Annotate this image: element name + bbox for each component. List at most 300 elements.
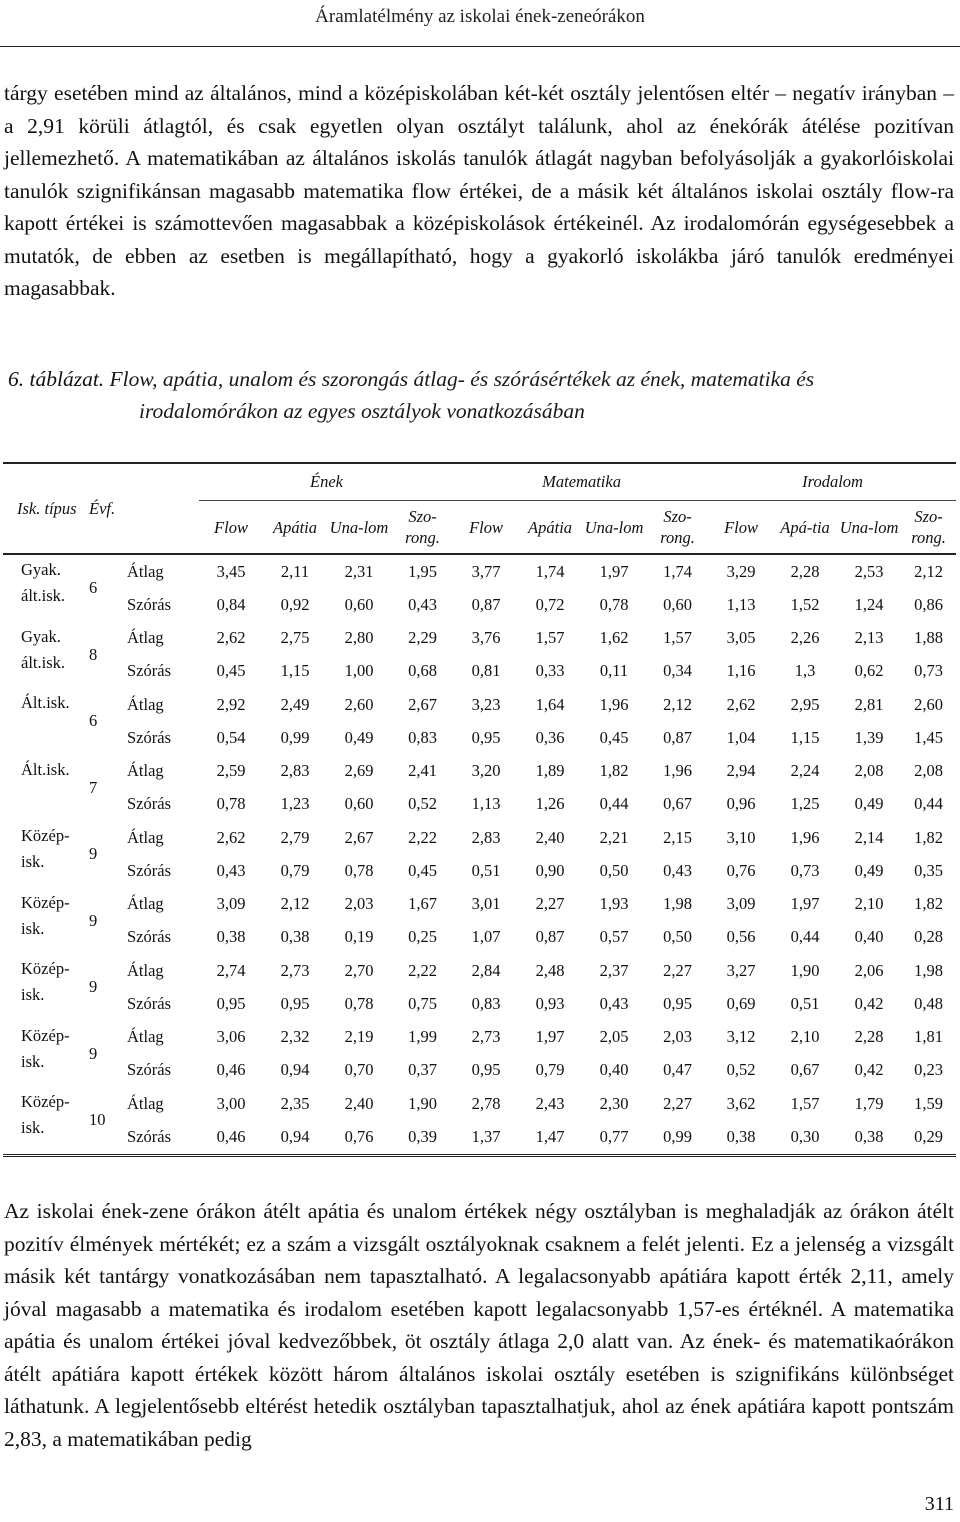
cell-evf: 6 — [89, 711, 98, 731]
cell-value: 1,15 — [280, 661, 310, 681]
table-row-szoras — [3, 921, 956, 955]
cell-stat-label: Szórás — [127, 727, 171, 747]
cell-value: 2,05 — [599, 1027, 629, 1046]
cell-value: 3,45 — [216, 561, 246, 581]
subheader-irodalom-4: Szo-rong. — [901, 501, 956, 555]
cell-value: 2,79 — [280, 827, 310, 847]
cell-value: 2,28 — [790, 561, 820, 581]
cell-value: 2,40 — [344, 1093, 374, 1113]
cell-value: 2,67 — [408, 694, 437, 714]
data-table — [3, 462, 956, 1161]
cell-value: 2,84 — [471, 960, 501, 980]
cell-value: 2,27 — [663, 1093, 692, 1113]
body-paragraph-2: Az iskolai ének-zene órákon átélt apátia és unalom értékek négy osztályban is meghaladják az órákon átélt pozitív élmények mértékét; ez a szám a vizsgált osztályoknak csaknem a felét jelenti. Ez a jelenség a vizsgált másik két tantárgy vonatkozásában nem tapasztalható. A legalacsonyabb apátiára kapott érték 2,11, amely jóval magasabb a matematika és irodalom esetében kapott legalacsonyabb 1,57-es értéknél. A matematika apátia és unalom értékei jóval kedvezőbbek, öt osztály átlaga 2,0 alatt van. Az ének- és matematikaórákon átélt apátiára kapott értékek között három általános iskolai osztály esetében is szignifikáns különbséget láthatunk. A legjelentősebb eltérést hetedik osztályban tapasztalhatjuk, ahol az ének apátiára kapott pontszám 2,83, a matematikában pedig — [4, 1199, 954, 1451]
cell-value: 2,59 — [216, 761, 246, 780]
cell-value: 2,67 — [344, 827, 374, 847]
cell-value: 1,96 — [599, 694, 629, 714]
table-caption-text: Flow, apátia, unalom és szorongás átlag- és szórásértékek az ének, matematika és irodalomórákon az egyes osztályok vonatkozásában — [109, 367, 815, 423]
cell-value: 0,38 — [280, 927, 310, 947]
cell-value: 0,43 — [599, 993, 629, 1013]
cell-value: 1,97 — [599, 561, 629, 581]
cell-value: 2,41 — [408, 761, 437, 780]
cell-value: 0,95 — [216, 993, 246, 1013]
cell-value: 0,46 — [216, 1060, 246, 1080]
cell-value: 0,51 — [471, 860, 501, 880]
cell-value: 0,96 — [726, 794, 756, 814]
cell-value: 1,57 — [535, 628, 565, 647]
cell-value: 0,78 — [599, 594, 629, 614]
cell-value: 0,87 — [535, 927, 565, 947]
cell-value: 1,93 — [599, 894, 629, 913]
cell-stat-label: Átlag — [127, 761, 164, 780]
cell-evf: 10 — [89, 1110, 106, 1130]
cell-value: 2,12 — [280, 894, 310, 913]
table-row-atlag — [3, 954, 956, 987]
cell-isk-tipus: Közép-isk. — [21, 892, 70, 938]
cell-value: 2,73 — [280, 960, 310, 980]
cell-value: 0,95 — [663, 993, 692, 1013]
cell-value: 0,60 — [344, 594, 374, 614]
cell-value: 1,74 — [663, 561, 692, 581]
cell-value: 0,33 — [535, 661, 565, 681]
cell-value: 2,48 — [535, 960, 565, 980]
subheader-matematika-4: Szo-rong. — [646, 501, 709, 555]
cell-value: 3,10 — [726, 827, 756, 847]
cell-value: 2,43 — [535, 1093, 565, 1113]
cell-value: 0,87 — [663, 727, 692, 747]
cell-value: 1,07 — [471, 927, 501, 947]
cell-value: 2,83 — [471, 827, 501, 847]
cell-value: 2,29 — [408, 628, 437, 647]
cell-value: 2,81 — [854, 694, 884, 714]
cell-value: 2,49 — [280, 694, 310, 714]
cell-value: 1,96 — [663, 761, 692, 780]
cell-value: 1,64 — [535, 694, 565, 714]
cell-value: 0,48 — [914, 993, 943, 1013]
cell-value: 1,24 — [854, 594, 884, 614]
cell-value: 2,22 — [408, 827, 437, 847]
cell-evf: 8 — [89, 644, 98, 664]
cell-value: 0,95 — [471, 727, 501, 747]
table-caption-number: 6. táblázat. — [8, 367, 105, 391]
cell-value: 0,83 — [471, 993, 501, 1013]
cell-value: 0,52 — [408, 794, 437, 814]
cell-value: 0,79 — [280, 860, 310, 880]
cell-isk-tipus: Ált.isk. — [21, 693, 70, 712]
cell-value: 3,76 — [471, 628, 501, 647]
cell-value: 2,62 — [726, 694, 756, 714]
cell-value: 0,86 — [914, 594, 943, 614]
cell-value: 0,43 — [408, 594, 437, 614]
cell-value: 1,98 — [914, 960, 943, 980]
cell-isk-tipus: Közép-isk. — [21, 826, 70, 871]
cell-isk-tipus: Közép-isk. — [21, 1025, 70, 1071]
cell-stat-label: Szórás — [127, 927, 171, 947]
table-row-atlag — [3, 888, 956, 921]
cell-value: 0,94 — [280, 1060, 310, 1080]
subheader-matematika-2: Apátia — [518, 501, 582, 555]
cell-value: 0,95 — [471, 1060, 501, 1080]
cell-value: 0,45 — [599, 727, 629, 747]
cell-value: 1,16 — [726, 661, 756, 681]
cell-value: 0,45 — [216, 661, 246, 681]
subheader-enek-2: Apátia — [263, 501, 327, 555]
subheader-matematika-1: Flow — [454, 501, 518, 555]
subheader-irodalom-3: Una-lom — [837, 501, 901, 555]
cell-value: 0,50 — [663, 927, 692, 947]
cell-value: 3,01 — [471, 894, 501, 913]
cell-value: 0,34 — [663, 661, 692, 681]
cell-value: 0,40 — [854, 927, 884, 947]
cell-value: 3,05 — [726, 628, 756, 647]
table-row-atlag — [3, 688, 956, 721]
cell-value: 2,15 — [663, 827, 692, 847]
cell-stat-label: Szórás — [127, 661, 171, 681]
cell-value: 3,06 — [216, 1027, 246, 1046]
cell-evf: 9 — [89, 910, 98, 930]
running-header: Áramlatélmény az iskolai ének-zeneórákon — [315, 6, 645, 27]
body-paragraph-1: tárgy esetében mind az általános, mind a középiskolában két-két osztály jelentősen eltér – negatív irányban – a 2,91 körüli átlagtól, és csak egyetlen olyan osztályt találunk, ahol az énekórák átélése pozitívan jellemezhető. A matematikában az általános iskolás tanulók átlagát nagyban befolyásolják a gyakorlóiskolai tanulók szignifikánsan magasabb matematika flow értékei, de a másik két általános iskolai osztály flow-ra kapott értékei is számottevően magasabbak a középiskolások értékeinél. Az irodalomórán egységesebbek a mutatók, de ebben az esetben is megállapítható, hogy a gyakorló iskolákba járó tanulók eredményei magasabbak. — [4, 81, 954, 300]
cell-value: 0,90 — [535, 860, 565, 880]
cell-value: 1,59 — [914, 1093, 943, 1113]
table-row-szoras — [3, 1054, 956, 1088]
table-row-szoras — [3, 655, 956, 689]
cell-value: 0,72 — [535, 594, 565, 614]
cell-value: 0,93 — [535, 993, 565, 1013]
table-row-szoras — [3, 788, 956, 822]
cell-value: 0,68 — [408, 661, 437, 681]
column-header-blank — [123, 463, 199, 554]
cell-value: 2,37 — [599, 960, 629, 980]
cell-value: 2,10 — [790, 1027, 820, 1046]
cell-stat-label: Átlag — [127, 1027, 164, 1046]
cell-stat-label: Átlag — [127, 827, 164, 847]
cell-evf: 9 — [89, 844, 98, 864]
subheader-irodalom-1: Flow — [709, 501, 773, 555]
cell-value: 3,27 — [726, 960, 756, 980]
cell-value: 0,81 — [471, 661, 501, 681]
table-caption — [4, 363, 956, 427]
cell-value: 2,14 — [854, 827, 884, 847]
cell-value: 1,13 — [726, 594, 756, 614]
cell-value: 1,26 — [535, 794, 565, 814]
cell-value: 0,60 — [663, 594, 692, 614]
cell-value: 0,39 — [408, 1126, 437, 1146]
cell-value: 3,29 — [726, 561, 756, 581]
cell-value: 0,46 — [216, 1126, 246, 1146]
cell-value: 1,00 — [344, 661, 374, 681]
cell-value: 1,57 — [790, 1093, 820, 1113]
cell-value: 2,62 — [216, 827, 246, 847]
cell-value: 0,49 — [854, 860, 884, 880]
cell-value: 2,06 — [854, 960, 884, 980]
cell-value: 1,62 — [599, 628, 629, 647]
cell-value: 1,81 — [914, 1027, 943, 1046]
cell-value: 1,25 — [790, 794, 820, 814]
cell-value: 0,43 — [216, 860, 246, 880]
cell-value: 0,77 — [599, 1126, 629, 1146]
cell-value: 0,38 — [216, 927, 246, 947]
cell-value: 1,47 — [535, 1126, 565, 1146]
cell-value: 0,42 — [854, 993, 884, 1013]
cell-value: 1,13 — [471, 794, 501, 814]
cell-value: 1,90 — [790, 960, 820, 980]
cell-value: 0,87 — [471, 594, 501, 614]
table-row-szoras — [3, 987, 956, 1021]
cell-stat-label: Szórás — [127, 794, 171, 814]
cell-value: 2,83 — [280, 761, 310, 780]
cell-value: 0,42 — [854, 1060, 884, 1080]
cell-value: 0,70 — [344, 1060, 374, 1080]
cell-value: 2,53 — [854, 561, 884, 581]
cell-value: 0,67 — [790, 1060, 820, 1080]
cell-value: 2,19 — [344, 1027, 374, 1046]
cell-stat-label: Átlag — [127, 894, 164, 913]
table-body — [3, 554, 956, 1161]
cell-value: 0,37 — [408, 1060, 437, 1080]
cell-value: 1,23 — [280, 794, 310, 814]
cell-value: 0,43 — [663, 860, 692, 880]
table-bottom-rule — [3, 1155, 956, 1161]
cell-value: 0,25 — [408, 927, 437, 947]
cell-value: 2,75 — [280, 628, 310, 647]
table-row-szoras — [3, 588, 956, 622]
cell-value: 1,82 — [914, 894, 943, 913]
cell-stat-label: Szórás — [127, 594, 171, 614]
cell-value: 1,95 — [408, 561, 437, 581]
cell-stat-label: Átlag — [127, 628, 164, 647]
cell-value: 2,22 — [408, 960, 437, 980]
cell-evf: 6 — [89, 578, 98, 598]
cell-value: 2,13 — [854, 628, 884, 647]
cell-value: 1,45 — [914, 727, 943, 747]
cell-value: 0,79 — [535, 1060, 565, 1080]
cell-value: 1,98 — [663, 894, 692, 913]
cell-value: 0,28 — [914, 927, 943, 947]
table-row-atlag — [3, 1021, 956, 1054]
cell-value: 1,74 — [535, 561, 565, 581]
cell-value: 0,44 — [914, 794, 943, 814]
cell-value: 2,21 — [599, 827, 629, 847]
cell-value: 2,73 — [471, 1027, 501, 1046]
cell-value: 0,54 — [216, 727, 246, 747]
cell-value: 0,35 — [914, 860, 943, 880]
cell-value: 1,97 — [790, 894, 820, 913]
table-row-szoras — [3, 854, 956, 888]
cell-value: 0,30 — [790, 1126, 820, 1146]
cell-value: 0,73 — [914, 661, 943, 681]
cell-value: 3,77 — [471, 561, 501, 581]
cell-value: 1,15 — [790, 727, 820, 747]
cell-isk-tipus: Gyak. ált.isk. — [21, 560, 65, 605]
cell-stat-label: Átlag — [127, 694, 164, 714]
cell-value: 0,62 — [854, 661, 884, 681]
cell-value: 2,08 — [854, 761, 884, 780]
cell-isk-tipus: Közép-isk. — [21, 959, 70, 1004]
cell-stat-label: Szórás — [127, 993, 171, 1013]
cell-value: 3,12 — [726, 1027, 756, 1046]
cell-evf: 9 — [89, 977, 98, 997]
cell-value: 2,26 — [790, 628, 820, 647]
cell-value: 3,23 — [471, 694, 501, 714]
cell-value: 2,94 — [726, 761, 756, 780]
cell-value: 2,08 — [914, 761, 943, 780]
cell-value: 2,12 — [663, 694, 692, 714]
cell-stat-label: Szórás — [127, 1060, 171, 1080]
cell-value: 0,75 — [408, 993, 437, 1013]
cell-value: 0,84 — [216, 594, 246, 614]
subheader-irodalom-2: Apá-tia — [773, 501, 837, 555]
cell-value: 0,78 — [344, 993, 374, 1013]
cell-value: 0,95 — [280, 993, 310, 1013]
cell-value: 2,60 — [344, 694, 374, 714]
cell-value: 2,95 — [790, 694, 820, 714]
table-row-szoras — [3, 721, 956, 755]
cell-stat-label: Szórás — [127, 1126, 171, 1146]
subheader-matematika-3: Una-lom — [582, 501, 646, 555]
cell-isk-tipus: Közép-isk. — [21, 1092, 70, 1137]
cell-value: 0,78 — [216, 794, 246, 814]
cell-value: 0,47 — [663, 1060, 692, 1080]
cell-value: 0,99 — [663, 1126, 692, 1146]
cell-value: 1,39 — [854, 727, 884, 747]
cell-value: 0,23 — [914, 1060, 943, 1080]
cell-value: 0,73 — [790, 860, 820, 880]
cell-value: 3,00 — [216, 1093, 246, 1113]
table-row-szoras — [3, 1120, 956, 1155]
cell-value: 2,60 — [914, 694, 943, 714]
cell-value: 0,52 — [726, 1060, 756, 1080]
cell-value: 1,96 — [790, 827, 820, 847]
cell-value: 0,29 — [914, 1126, 943, 1146]
table-row-atlag — [3, 554, 956, 588]
cell-value: 0,49 — [344, 727, 374, 747]
column-header-isk-tipus: Isk. típus — [3, 463, 85, 554]
cell-value: 3,20 — [471, 761, 501, 780]
table-row-atlag — [3, 622, 956, 655]
cell-value: 1,57 — [663, 628, 692, 647]
cell-isk-tipus: Ált.isk. — [21, 759, 70, 779]
cell-value: 0,99 — [280, 727, 310, 747]
cell-value: 2,78 — [471, 1093, 501, 1113]
cell-stat-label: Szórás — [127, 860, 171, 880]
cell-value: 0,92 — [280, 594, 310, 614]
cell-value: 0,94 — [280, 1126, 310, 1146]
cell-value: 1,04 — [726, 727, 756, 747]
cell-value: 0,60 — [344, 794, 374, 814]
cell-value: 2,03 — [663, 1027, 692, 1046]
cell-stat-label: Átlag — [127, 1093, 164, 1113]
group-header-irodalom: Irodalom — [709, 463, 956, 501]
cell-value: 2,30 — [599, 1093, 629, 1113]
cell-value: 0,56 — [726, 927, 756, 947]
cell-value: 0,76 — [726, 860, 756, 880]
cell-value: 2,27 — [535, 894, 565, 913]
cell-value: 1,52 — [790, 594, 820, 614]
table-row-atlag — [3, 821, 956, 854]
cell-value: 2,40 — [535, 827, 565, 847]
cell-value: 1,79 — [854, 1093, 884, 1113]
cell-value: 0,44 — [790, 927, 820, 947]
cell-value: 0,69 — [726, 993, 756, 1013]
subheader-enek-1: Flow — [199, 501, 263, 555]
group-header-matematika: Matematika — [454, 463, 709, 501]
cell-value: 0,51 — [790, 993, 820, 1013]
cell-value: 0,38 — [854, 1126, 884, 1146]
column-header-evf: Évf. — [85, 463, 123, 554]
cell-value: 0,67 — [663, 794, 692, 814]
table-row-atlag — [3, 755, 956, 788]
cell-value: 1,89 — [535, 761, 565, 780]
subheader-enek-3: Una-lom — [327, 501, 391, 555]
bottom-rule-cell — [3, 1155, 956, 1161]
cell-stat-label: Átlag — [127, 960, 164, 980]
cell-value: 2,11 — [280, 561, 310, 581]
page-number: 311 — [924, 1493, 954, 1515]
cell-value: 3,09 — [726, 894, 756, 913]
cell-isk-tipus: Gyak. ált.isk. — [21, 626, 65, 672]
cell-value: 1,97 — [535, 1027, 565, 1046]
cell-value: 2,12 — [914, 561, 943, 581]
cell-value: 2,92 — [216, 694, 246, 714]
cell-value: 0,36 — [535, 727, 565, 747]
cell-value: 3,62 — [726, 1093, 756, 1113]
cell-value: 2,27 — [663, 960, 692, 980]
cell-value: 3,09 — [216, 894, 246, 913]
group-header-enek: Ének — [199, 463, 454, 501]
cell-value: 1,90 — [408, 1093, 437, 1113]
cell-value: 0,44 — [599, 794, 629, 814]
cell-value: 2,35 — [280, 1093, 310, 1113]
cell-stat-label: Átlag — [127, 561, 164, 581]
cell-evf: 7 — [89, 777, 98, 797]
cell-value: 0,38 — [726, 1126, 756, 1146]
cell-value: 2,10 — [854, 894, 884, 913]
cell-value: 0,76 — [344, 1126, 374, 1146]
cell-value: 2,03 — [344, 894, 374, 913]
cell-value: 0,19 — [344, 927, 374, 947]
cell-value: 0,50 — [599, 860, 629, 880]
subheader-enek-4: Szo-rong. — [391, 501, 454, 555]
cell-value: 2,31 — [344, 561, 374, 581]
cell-value: 2,28 — [854, 1027, 884, 1046]
cell-value: 0,40 — [599, 1060, 629, 1080]
header-rule — [0, 46, 960, 47]
cell-value: 2,70 — [344, 960, 374, 980]
cell-value: 0,83 — [408, 727, 437, 747]
cell-value: 1,3 — [794, 661, 816, 681]
cell-value: 2,24 — [790, 761, 820, 780]
cell-value: 0,57 — [599, 927, 629, 947]
cell-value: 2,74 — [216, 960, 246, 980]
cell-value: 0,49 — [854, 794, 884, 814]
table-row-atlag — [3, 1087, 956, 1120]
cell-value: 1,37 — [471, 1126, 501, 1146]
cell-value: 0,78 — [344, 860, 374, 880]
cell-value: 2,80 — [344, 628, 374, 647]
cell-value: 0,45 — [408, 860, 437, 880]
cell-value: 1,88 — [914, 628, 943, 647]
cell-value: 2,69 — [344, 761, 374, 780]
cell-value: 2,32 — [280, 1027, 310, 1046]
cell-value: 1,82 — [914, 827, 943, 847]
cell-evf: 9 — [89, 1043, 98, 1063]
cell-value: 1,82 — [599, 761, 629, 780]
cell-value: 1,67 — [408, 894, 437, 913]
cell-value: 0,11 — [599, 661, 629, 681]
cell-value: 2,62 — [216, 628, 246, 647]
cell-value: 1,99 — [408, 1027, 437, 1046]
